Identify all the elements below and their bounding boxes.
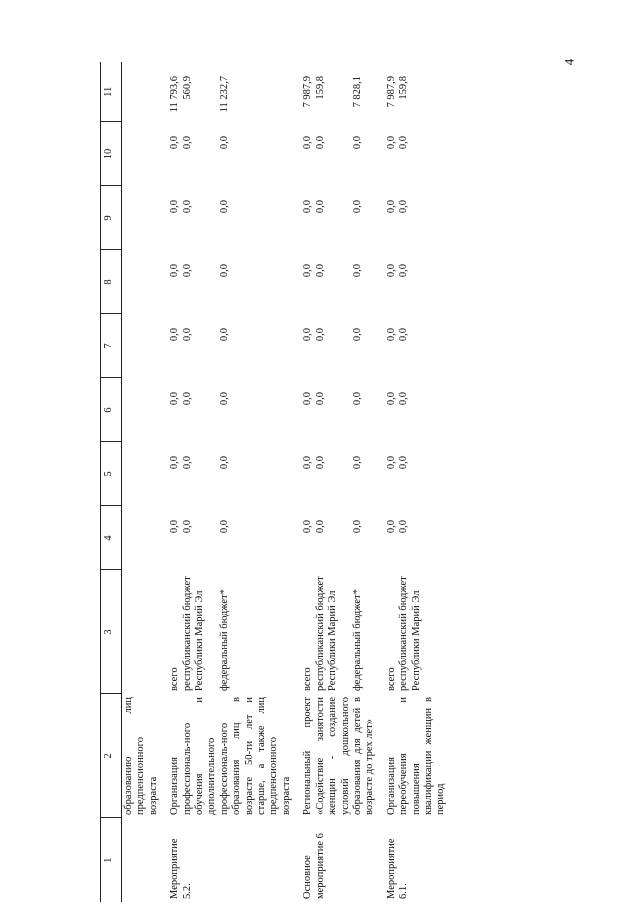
rotated-sheet [100,62,530,902]
value: 0,0 [385,328,397,342]
value: 0,0 [218,136,230,150]
value-cell-col-5 [294,442,377,506]
value: 0,0 [314,200,326,214]
funding-source: всего [302,667,314,691]
value: 7 987,9 [302,76,314,108]
funding-sources [378,570,449,694]
value: 7 987,9 [385,76,397,108]
value: 0,0 [169,456,181,470]
row-description: Организация профессиональ-ного обучения и дополнительного профессиональ-ного образования лиц в возрасте 50-ти лет и старше, а также лиц предпенсионного возраста [169,697,292,815]
value: 7 828,1 [351,76,363,108]
value: 0,0 [218,392,230,406]
value-cell-col-10 [161,122,294,186]
value-cell-col-10 [294,122,377,186]
row-code: Мероприятие 5.2. [169,838,193,899]
value-cell-col-6 [122,378,162,442]
value-cell-col-11 [378,62,449,122]
value: 0,0 [169,392,181,406]
table-row [378,62,449,902]
row-description: Региональный проект «Содействие занятости женщин - создание условий дошкольного образования для детей в возрасте до трех лет» [302,697,376,815]
value-cell-col-7 [161,314,294,378]
row-description: образованию лиц предпенсионного возраста [123,697,159,815]
value: 0,0 [181,392,193,406]
value: 0,0 [302,200,314,214]
row-code: Основное мероприятие 6 [302,833,326,899]
value-cell-col-9 [378,186,449,250]
value: 0,0 [351,136,363,150]
value: 560,9 [181,76,193,100]
value: 159,8 [314,76,326,100]
value: 0,0 [314,264,326,278]
value: 0,0 [302,520,314,534]
value: 159,8 [398,76,410,100]
value: 0,0 [169,328,181,342]
value: 0,0 [314,328,326,342]
value: 0,0 [218,520,230,534]
value: 0,0 [218,264,230,278]
column-header-3: 3 [101,570,122,694]
value: 0,0 [398,392,410,406]
value: 0,0 [351,200,363,214]
value-cell-col-6 [161,378,294,442]
funding-source: всего [385,667,397,691]
page-number: 4 [561,58,577,66]
value-cell-col-6 [294,378,377,442]
column-header-8: 8 [101,250,122,314]
funding-source: республиканский бюджет Республики Марий Эл [398,576,422,691]
value: 0,0 [351,520,363,534]
column-header-6: 6 [101,378,122,442]
value: 11 232,7 [218,76,230,113]
header-row [101,62,122,902]
table-row [294,62,377,902]
value: 0,0 [314,456,326,470]
value: 0,0 [314,392,326,406]
value: 0,0 [314,520,326,534]
column-header-2: 2 [101,694,122,818]
value: 0,0 [385,392,397,406]
row-code: Мероприятие 6.1. [385,838,410,899]
table-body [122,62,449,902]
value-cell-col-7 [294,314,377,378]
funding-source: всего [169,667,181,691]
value-cell-col-5 [122,442,162,506]
funding-source: федеральный бюджет* [218,589,230,691]
value-cell-col-9 [294,186,377,250]
funding-sources [122,570,162,694]
value: 0,0 [302,328,314,342]
value: 0,0 [385,200,397,214]
value-cell-col-4 [294,506,377,570]
value: 0,0 [181,456,193,470]
value-cell-col-9 [161,186,294,250]
value: 0,0 [181,328,193,342]
table-row [122,62,162,902]
value: 0,0 [181,520,193,534]
value: 0,0 [181,200,193,214]
value: 0,0 [218,200,230,214]
column-header-9: 9 [101,186,122,250]
column-header-5: 5 [101,442,122,506]
value-cell-col-10 [122,122,162,186]
value-cell-col-5 [378,442,449,506]
value: 0,0 [302,392,314,406]
value: 0,0 [181,136,193,150]
funding-source: республиканский бюджет Республики Марий Эл [181,576,206,691]
value: 0,0 [302,264,314,278]
value-cell-col-8 [294,250,377,314]
value: 0,0 [398,200,410,214]
column-header-11: 11 [101,62,122,122]
table-row [161,62,294,902]
funding-source: республиканский бюджет Республики Марий Эл [314,576,339,691]
value: 0,0 [385,136,397,150]
value: 0,0 [302,456,314,470]
value: 0,0 [398,456,410,470]
value: 0,0 [169,264,181,278]
value-cell-col-9 [122,186,162,250]
value: 0,0 [314,136,326,150]
value: 0,0 [218,328,230,342]
value: 0,0 [169,520,181,534]
value: 0,0 [398,136,410,150]
row-code [122,818,162,902]
funding-sources [294,570,377,694]
value-cell-col-7 [122,314,162,378]
value: 0,0 [398,520,410,534]
row-description: Организация переобучения и повышения квалификации женщин в период [385,697,447,815]
value-cell-col-4 [161,506,294,570]
value: 0,0 [302,136,314,150]
value-cell-col-11 [161,62,294,122]
value: 0,0 [169,136,181,150]
value: 0,0 [351,328,363,342]
value: 0,0 [351,456,363,470]
funding-source: федеральный бюджет* [351,589,363,691]
funding-sources [161,570,294,694]
value-cell-col-10 [378,122,449,186]
value-cell-col-5 [161,442,294,506]
value-cell-col-4 [378,506,449,570]
value: 0,0 [351,264,363,278]
value: 0,0 [385,520,397,534]
value-cell-col-11 [122,62,162,122]
value: 0,0 [385,456,397,470]
column-header-7: 7 [101,314,122,378]
budget-table-container [100,62,530,902]
value: 0,0 [398,328,410,342]
value: 0,0 [218,456,230,470]
value: 0,0 [351,392,363,406]
value: 0,0 [398,264,410,278]
value: 0,0 [169,200,181,214]
value: 11 793,6 [169,76,181,113]
budget-table [100,62,449,902]
value: 0,0 [385,264,397,278]
value-cell-col-4 [122,506,162,570]
value-cell-col-6 [378,378,449,442]
value-cell-col-7 [378,314,449,378]
value-cell-col-11 [294,62,377,122]
value-cell-col-8 [161,250,294,314]
column-header-1: 1 [101,818,122,902]
column-header-10: 10 [101,122,122,186]
value-cell-col-8 [378,250,449,314]
value-cell-col-8 [122,250,162,314]
value: 0,0 [181,264,193,278]
column-header-4: 4 [101,506,122,570]
